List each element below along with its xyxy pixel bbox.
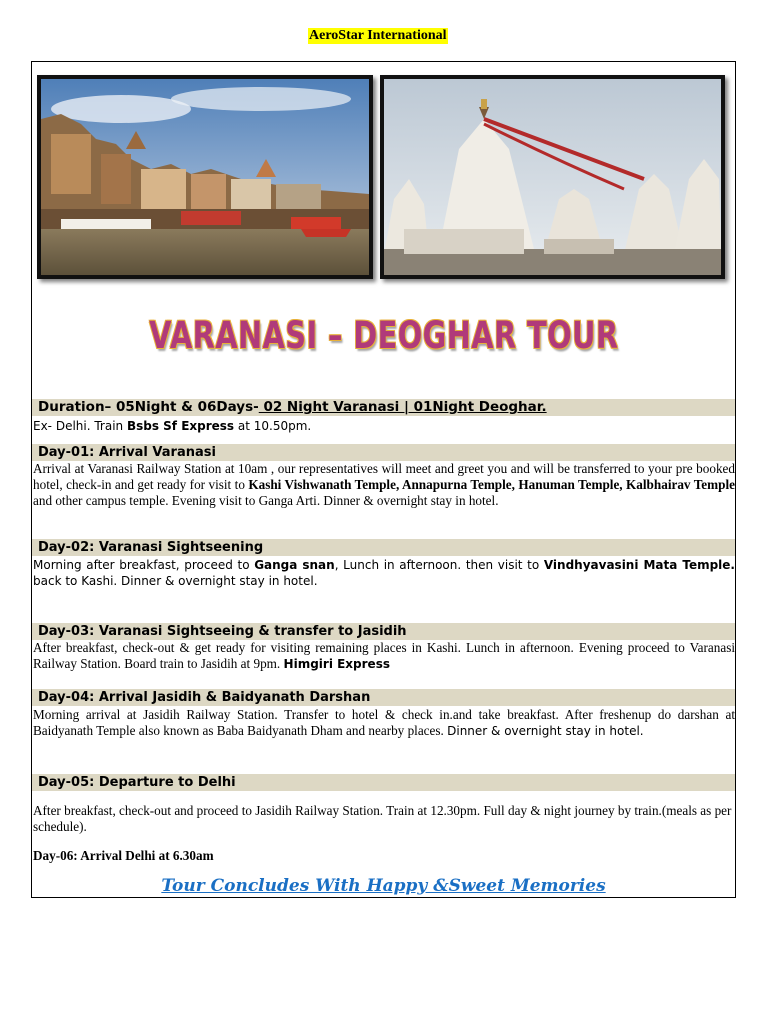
varanasi-photo [37, 75, 373, 279]
train-info: Ex- Delhi. Train Bsbs Sf Express at 10.50pm. [33, 419, 312, 433]
duration-band [32, 399, 735, 416]
day-04-text: Morning arrival at Jasidih Railway Station. Transfer to hotel & check in.and take breakfast. After freshenup do darshan at Baidyanath Temple also known as Baba Baidyanath Dham and nearby places. Dinner & overnight stay in hotel. [33, 707, 735, 738]
company-name: AeroStar International [309, 28, 447, 43]
day-01-text: Arrival at Varanasi Railway Station at 10am , our representatives will meet and greet you and will be transferred to your pre booked hotel, check-in and get ready for visit to Kashi Vishwanath Temple, Annapurna Temple, Hanuman Temple, Kalbhairav Temple and other campus temple. Evening visit to Ganga Arti. Dinner & overnight stay in hotel. [33, 461, 735, 508]
duration-detail: 02 Night Varanasi | 01Night Deoghar. [258, 399, 547, 415]
day-01-heading: Day-01: Arrival Varanasi [32, 444, 735, 461]
day-05-text: After breakfast, check-out and proceed to Jasidih Railway Station. Train at 12.30pm. Full day & night journey by train.(meals as per schedule). [33, 803, 732, 834]
duration-label: Duration– 05Night & 06Days- [38, 399, 259, 415]
tour-title: VARANASI – DEOGHAR TOUR [148, 314, 619, 357]
day-02-text: Morning after breakfast, proceed to Ganga snan, Lunch in afternoon. then visit to Vindhyavasini Mata Temple. back to Kashi. Dinner & overnight stay in hotel. [33, 558, 735, 588]
day-03-text: After breakfast, check-out & get ready for visiting remaining places in Kashi. Lunch in afternoon. Evening proceed to Varanasi Railway Station. Board train to Jasidih at 9pm. Himgiri Express [33, 640, 735, 671]
conclusion-text: Tour Concludes With Happy &Sweet Memories [161, 876, 606, 896]
day-03-heading: Day-03: Varanasi Sightseeing & transfer to Jasidih [32, 623, 735, 640]
itinerary-frame [31, 61, 736, 898]
day-04-heading: Day-04: Arrival Jasidih & Baidyanath Darshan [32, 689, 735, 706]
day-06-heading: Day-06: Arrival Delhi at 6.30am [33, 848, 214, 863]
day-02-heading: Day-02: Varanasi Sightseening [32, 539, 735, 556]
deoghar-temple-photo [380, 75, 725, 279]
day-05-heading: Day-05: Departure to Delhi [32, 774, 735, 791]
